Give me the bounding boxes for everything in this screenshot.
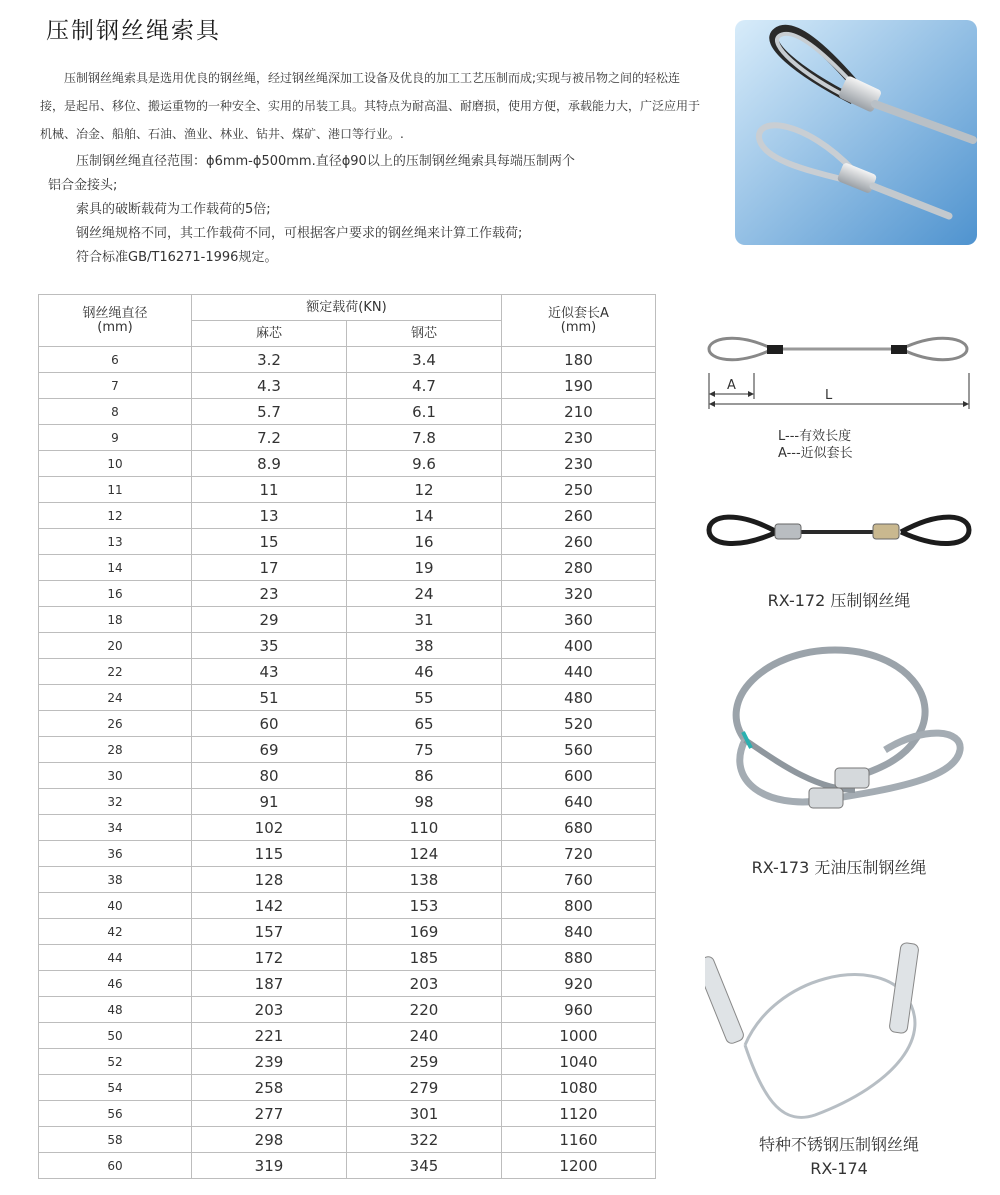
table-row [39, 1075, 656, 1101]
spec-breaking-load: 索具的破断载荷为工作载荷的5倍; [76, 202, 271, 217]
cell-sleeve-length: 1000 [502, 1023, 656, 1049]
rx174-caption-line1: 特种不锈钢压制钢丝绳 [758, 1135, 919, 1154]
spec-table-body [39, 347, 656, 1179]
header-fiber-core: 麻芯 [192, 321, 347, 347]
cell-fiber-core-load: 128 [192, 867, 347, 893]
cell-diameter: 60 [39, 1153, 192, 1179]
table-row [39, 763, 656, 789]
cell-sleeve-length: 600 [502, 763, 656, 789]
cell-fiber-core-load: 23 [192, 581, 347, 607]
cell-diameter: 20 [39, 633, 192, 659]
cell-sleeve-length: 840 [502, 919, 656, 945]
cell-sleeve-length: 400 [502, 633, 656, 659]
cell-steel-core-load: 203 [347, 971, 502, 997]
cell-diameter: 32 [39, 789, 192, 815]
cell-steel-core-load: 110 [347, 815, 502, 841]
cell-sleeve-length: 360 [502, 607, 656, 633]
cell-steel-core-load: 19 [347, 555, 502, 581]
cell-fiber-core-load: 13 [192, 503, 347, 529]
cell-diameter: 12 [39, 503, 192, 529]
table-row [39, 737, 656, 763]
cell-fiber-core-load: 142 [192, 893, 347, 919]
cell-fiber-core-load: 8.9 [192, 451, 347, 477]
cell-steel-core-load: 138 [347, 867, 502, 893]
cell-sleeve-length: 1040 [502, 1049, 656, 1075]
spec-standard: 符合标准GB/T16271-1996规定。 [76, 250, 278, 265]
cell-sleeve-length: 560 [502, 737, 656, 763]
cell-steel-core-load: 153 [347, 893, 502, 919]
cell-steel-core-load: 55 [347, 685, 502, 711]
cell-steel-core-load: 124 [347, 841, 502, 867]
cell-steel-core-load: 240 [347, 1023, 502, 1049]
cell-fiber-core-load: 239 [192, 1049, 347, 1075]
table-row [39, 893, 656, 919]
cell-diameter: 10 [39, 451, 192, 477]
cell-fiber-core-load: 4.3 [192, 373, 347, 399]
table-row [39, 867, 656, 893]
cell-steel-core-load: 14 [347, 503, 502, 529]
table-row [39, 997, 656, 1023]
table-row [39, 945, 656, 971]
cell-fiber-core-load: 11 [192, 477, 347, 503]
cell-diameter: 56 [39, 1101, 192, 1127]
cell-diameter: 7 [39, 373, 192, 399]
cell-sleeve-length: 720 [502, 841, 656, 867]
cell-diameter: 18 [39, 607, 192, 633]
cell-steel-core-load: 345 [347, 1153, 502, 1179]
cell-diameter: 11 [39, 477, 192, 503]
specs-block [48, 150, 702, 270]
rx174-caption-line2: RX-174 [810, 1159, 868, 1178]
rx174-image [705, 935, 973, 1135]
table-row [39, 1101, 656, 1127]
page-title: 压制钢丝绳索具 [46, 18, 221, 44]
cell-fiber-core-load: 157 [192, 919, 347, 945]
cell-steel-core-load: 65 [347, 711, 502, 737]
table-row [39, 425, 656, 451]
table-row [39, 685, 656, 711]
cell-sleeve-length: 1120 [502, 1101, 656, 1127]
table-row [39, 503, 656, 529]
cell-steel-core-load: 4.7 [347, 373, 502, 399]
cell-sleeve-length: 1160 [502, 1127, 656, 1153]
cell-sleeve-length: 280 [502, 555, 656, 581]
table-row [39, 1153, 656, 1179]
diagram-label-a: A [727, 378, 736, 393]
cell-fiber-core-load: 80 [192, 763, 347, 789]
cell-diameter: 6 [39, 347, 192, 373]
header-diameter: 钢丝绳直径 (mm) [39, 295, 192, 347]
cell-steel-core-load: 279 [347, 1075, 502, 1101]
cell-fiber-core-load: 187 [192, 971, 347, 997]
cell-steel-core-load: 38 [347, 633, 502, 659]
cell-sleeve-length: 210 [502, 399, 656, 425]
cell-fiber-core-load: 7.2 [192, 425, 347, 451]
cell-sleeve-length: 760 [502, 867, 656, 893]
cell-steel-core-load: 9.6 [347, 451, 502, 477]
cell-sleeve-length: 230 [502, 425, 656, 451]
header-steel-core: 钢芯 [347, 321, 502, 347]
table-row [39, 711, 656, 737]
table-row [39, 919, 656, 945]
diagram-legend [778, 428, 853, 462]
cell-fiber-core-load: 69 [192, 737, 347, 763]
cell-diameter: 36 [39, 841, 192, 867]
cell-diameter: 26 [39, 711, 192, 737]
cell-sleeve-length: 250 [502, 477, 656, 503]
table-row [39, 529, 656, 555]
table-row [39, 555, 656, 581]
cell-sleeve-length: 440 [502, 659, 656, 685]
cell-diameter: 9 [39, 425, 192, 451]
cell-sleeve-length: 190 [502, 373, 656, 399]
cell-diameter: 50 [39, 1023, 192, 1049]
cell-diameter: 24 [39, 685, 192, 711]
table-row [39, 477, 656, 503]
intro-paragraph: 压制钢丝绳索具是选用优良的钢丝绳，经过钢丝绳深加工设备及优良的加工工艺压制而成;实现与被吊物之间的轻松连接，是起吊、移位、搬运重物的一种安全、实用的吊装工具。其特点为耐高温、耐磨损，使用方便，承载能力大，广泛应用于机械、冶金、船舶、石油、渔业、林业、钻井、煤矿、港口等行业。. [40, 71, 701, 141]
header-length: 近似套长A (mm) [502, 295, 656, 347]
cell-steel-core-load: 12 [347, 477, 502, 503]
spec-table [38, 294, 656, 1179]
cell-diameter: 28 [39, 737, 192, 763]
cell-fiber-core-load: 115 [192, 841, 347, 867]
cell-fiber-core-load: 15 [192, 529, 347, 555]
cell-fiber-core-load: 319 [192, 1153, 347, 1179]
cell-fiber-core-load: 35 [192, 633, 347, 659]
cell-diameter: 42 [39, 919, 192, 945]
cell-diameter: 38 [39, 867, 192, 893]
rx173-image [705, 640, 973, 840]
cell-sleeve-length: 480 [502, 685, 656, 711]
dimension-diagram [705, 325, 975, 415]
cell-fiber-core-load: 43 [192, 659, 347, 685]
cell-fiber-core-load: 3.2 [192, 347, 347, 373]
cell-fiber-core-load: 5.7 [192, 399, 347, 425]
cell-sleeve-length: 260 [502, 529, 656, 555]
cell-steel-core-load: 24 [347, 581, 502, 607]
cell-diameter: 46 [39, 971, 192, 997]
legend-l: L---有效长度 [778, 429, 852, 444]
cell-fiber-core-load: 102 [192, 815, 347, 841]
cell-fiber-core-load: 29 [192, 607, 347, 633]
rx172-caption: RX-172 压制钢丝绳 [767, 591, 911, 610]
cell-steel-core-load: 322 [347, 1127, 502, 1153]
cell-fiber-core-load: 298 [192, 1127, 347, 1153]
cell-fiber-core-load: 60 [192, 711, 347, 737]
table-row [39, 373, 656, 399]
table-row [39, 399, 656, 425]
cell-sleeve-length: 1200 [502, 1153, 656, 1179]
diagram-label-l: L [825, 388, 833, 403]
cell-steel-core-load: 7.8 [347, 425, 502, 451]
cell-steel-core-load: 301 [347, 1101, 502, 1127]
table-row [39, 347, 656, 373]
spec-diameter-range: 压制钢丝绳直径范围：ϕ6mm-ϕ500mm.直径ϕ90以上的压制钢丝绳索具每端压制两个 [76, 154, 575, 169]
product-photo [735, 20, 977, 245]
cell-fiber-core-load: 277 [192, 1101, 347, 1127]
cell-sleeve-length: 680 [502, 815, 656, 841]
rx174-caption [705, 1133, 973, 1181]
table-row [39, 451, 656, 477]
cell-diameter: 48 [39, 997, 192, 1023]
cell-sleeve-length: 960 [502, 997, 656, 1023]
spec-working-load: 钢丝绳规格不同，其工作载荷不同，可根据客户要求的钢丝绳来计算工作载荷; [76, 226, 523, 241]
cell-sleeve-length: 880 [502, 945, 656, 971]
cell-diameter: 30 [39, 763, 192, 789]
cell-fiber-core-load: 172 [192, 945, 347, 971]
cell-steel-core-load: 75 [347, 737, 502, 763]
table-row [39, 815, 656, 841]
table-row [39, 1049, 656, 1075]
table-row [39, 581, 656, 607]
cell-diameter: 14 [39, 555, 192, 581]
table-row [39, 659, 656, 685]
table-row [39, 1127, 656, 1153]
cell-steel-core-load: 3.4 [347, 347, 502, 373]
cell-diameter: 8 [39, 399, 192, 425]
cell-steel-core-load: 259 [347, 1049, 502, 1075]
cell-steel-core-load: 185 [347, 945, 502, 971]
legend-a: A---近似套长 [778, 446, 853, 461]
cell-steel-core-load: 16 [347, 529, 502, 555]
cell-diameter: 54 [39, 1075, 192, 1101]
table-row [39, 971, 656, 997]
cell-steel-core-load: 31 [347, 607, 502, 633]
cell-fiber-core-load: 221 [192, 1023, 347, 1049]
cell-fiber-core-load: 91 [192, 789, 347, 815]
cell-diameter: 44 [39, 945, 192, 971]
cell-sleeve-length: 640 [502, 789, 656, 815]
spec-diameter-range-wrap: 铝合金接头; [48, 178, 118, 193]
cell-fiber-core-load: 51 [192, 685, 347, 711]
cell-sleeve-length: 1080 [502, 1075, 656, 1101]
cell-diameter: 52 [39, 1049, 192, 1075]
cell-steel-core-load: 220 [347, 997, 502, 1023]
rx172-image [705, 505, 973, 555]
cell-fiber-core-load: 258 [192, 1075, 347, 1101]
cell-sleeve-length: 800 [502, 893, 656, 919]
cell-steel-core-load: 169 [347, 919, 502, 945]
rx173-caption: RX-173 无油压制钢丝绳 [751, 858, 927, 877]
cell-sleeve-length: 230 [502, 451, 656, 477]
cell-diameter: 22 [39, 659, 192, 685]
cell-diameter: 34 [39, 815, 192, 841]
cell-diameter: 16 [39, 581, 192, 607]
cell-diameter: 13 [39, 529, 192, 555]
table-row [39, 633, 656, 659]
product-photo-graphic [735, 20, 977, 245]
header-load: 额定载荷(KN) [192, 295, 502, 321]
cell-sleeve-length: 260 [502, 503, 656, 529]
table-row [39, 607, 656, 633]
table-row [39, 789, 656, 815]
cell-diameter: 58 [39, 1127, 192, 1153]
cell-fiber-core-load: 17 [192, 555, 347, 581]
cell-steel-core-load: 86 [347, 763, 502, 789]
cell-sleeve-length: 320 [502, 581, 656, 607]
cell-fiber-core-load: 203 [192, 997, 347, 1023]
cell-sleeve-length: 180 [502, 347, 656, 373]
cell-sleeve-length: 920 [502, 971, 656, 997]
table-row [39, 841, 656, 867]
cell-steel-core-load: 46 [347, 659, 502, 685]
cell-steel-core-load: 6.1 [347, 399, 502, 425]
table-row [39, 1023, 656, 1049]
cell-sleeve-length: 520 [502, 711, 656, 737]
cell-diameter: 40 [39, 893, 192, 919]
cell-steel-core-load: 98 [347, 789, 502, 815]
